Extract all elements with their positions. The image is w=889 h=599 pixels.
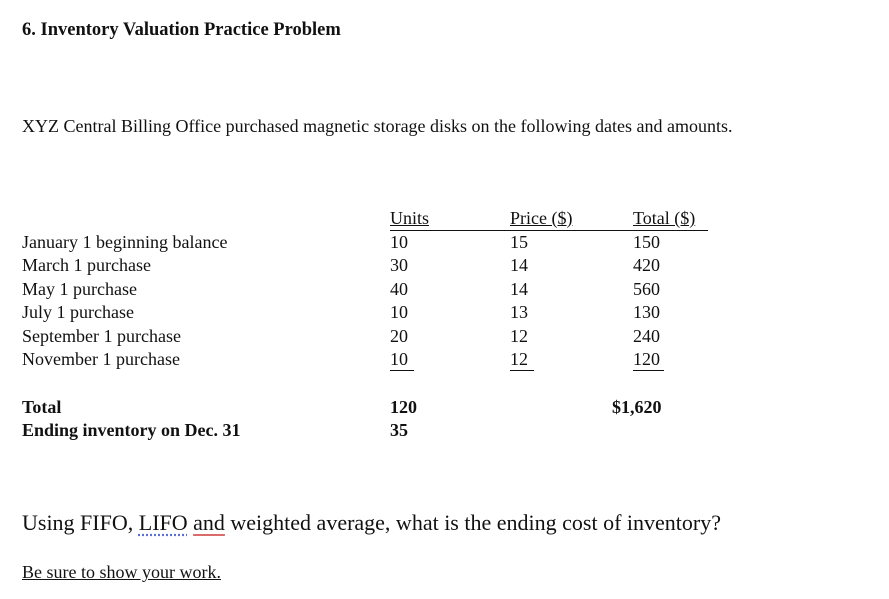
row-units: 10 — [390, 302, 408, 322]
page-title: 6. Inventory Valuation Practice Problem — [22, 20, 341, 40]
row-units: 20 — [390, 326, 408, 346]
row-price: 12 — [510, 326, 528, 346]
row-total: 150 — [633, 232, 660, 252]
row-label: May 1 purchase — [22, 279, 137, 299]
row-units: 40 — [390, 279, 408, 299]
row-price: 14 — [510, 255, 528, 275]
header-rule — [390, 230, 708, 231]
total-label: Total — [22, 397, 62, 417]
header-total: Total ($) — [633, 208, 696, 228]
row-label: March 1 purchase — [22, 255, 151, 275]
row-price: 13 — [510, 302, 528, 322]
ending-inventory-units: 35 — [390, 420, 408, 440]
price-sum-rule — [510, 370, 534, 371]
intro-paragraph: XYZ Central Billing Office purchased magnetic storage disks on the following dates and amounts. — [22, 116, 733, 136]
row-total: 240 — [633, 326, 660, 346]
row-total: 560 — [633, 279, 660, 299]
row-units: 10 — [390, 349, 408, 369]
question — [22, 510, 721, 536]
row-label: January 1 beginning balance — [22, 232, 228, 252]
row-price: 15 — [510, 232, 528, 252]
row-total: 120 — [633, 349, 660, 369]
total-units: 120 — [390, 397, 417, 417]
row-label: September 1 purchase — [22, 326, 181, 346]
show-work-note: Be sure to show your work. — [22, 562, 221, 582]
row-total: 420 — [633, 255, 660, 275]
total-sum-rule — [633, 370, 664, 371]
question-and: and — [193, 510, 225, 535]
row-price: 12 — [510, 349, 528, 369]
row-label: July 1 purchase — [22, 302, 134, 322]
row-price: 14 — [510, 279, 528, 299]
ending-inventory-label: Ending inventory on Dec. 31 — [22, 420, 241, 440]
question-part2: weighted average, what is the ending cost of inventory? — [224, 510, 721, 535]
units-sum-rule — [390, 370, 414, 371]
header-price: Price ($) — [510, 208, 573, 228]
question-part1: Using FIFO, — [22, 510, 139, 535]
row-label: November 1 purchase — [22, 349, 180, 369]
row-units: 10 — [390, 232, 408, 252]
total-value: $1,620 — [612, 397, 662, 417]
row-units: 30 — [390, 255, 408, 275]
header-units: Units — [390, 208, 430, 228]
row-total: 130 — [633, 302, 660, 322]
question-lifo: LIFO — [138, 510, 188, 535]
